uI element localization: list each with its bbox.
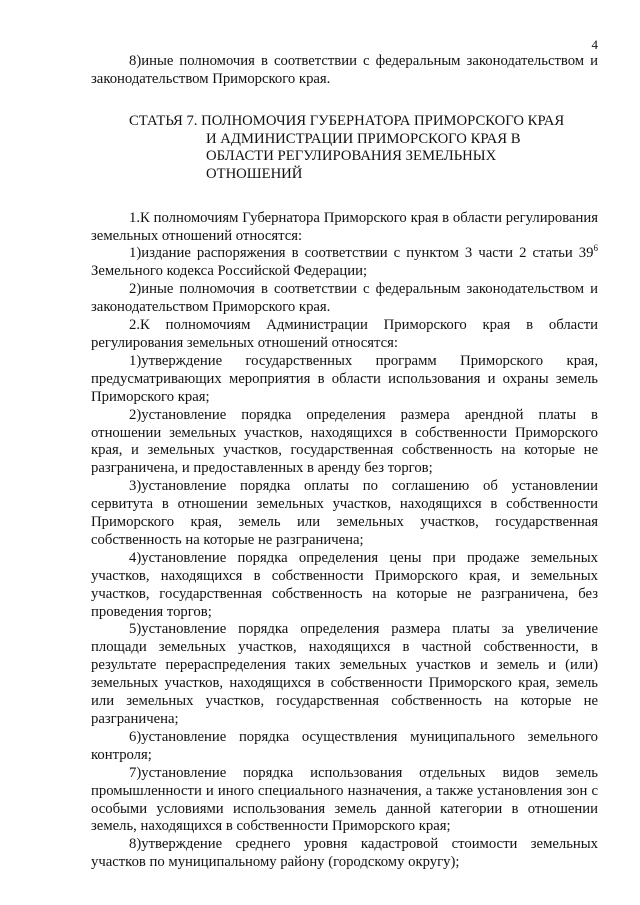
section-2-item-3: 3)установление порядка оплаты по соглашению об установлении сервитута в отношении земельных участков, находящихся в собственности Приморского края, земель или земельных участков, государственная собственность на которые не разграничена; xyxy=(91,478,598,548)
section-2-heading: 2.К полномочиям Администрации Приморского края в области регулирования земельных отношений относятся: xyxy=(91,317,598,351)
section-1-item-1 xyxy=(91,245,598,281)
section-2-item-1: 1)утверждение государственных программ Приморского края, предусматривающих мероприятия в области использования и охраны земель Приморского края; xyxy=(91,352,598,405)
section-2-item-7: 7)установление порядка использования отдельных видов земель промышленности и иного специального назначения, а также установления зон с особыми условиями использования земель данной категории в отношении земель, находящихся в собственности Приморского края; xyxy=(91,764,598,835)
section-2-item-4: 4)установление порядка определения цены при продаже земельных участков, находящихся в собственности Приморского края, и земельных участков, государственная собственность на которые не разграничена, без проведения торгов; xyxy=(91,549,598,620)
section-2-item-5: 5)установление порядка определения размера платы за увеличение площади земельных участков, находящихся в частной собственности, в результате перераспределения таких земельных участков и земель и (или) земельных участков, находящихся в собственности Приморского края, земель или земельных участков, государственная собственность на которые не разграничена; xyxy=(91,621,598,727)
section-1-item-1-superscript: 6 xyxy=(593,243,598,254)
section-2-item-2: 2)установление порядка определения размера арендной платы в отношении земельных участков, находящихся в собственности Приморского края, и земельных участков, государственная собственность на которые не разграничена, и предоставленных в аренду без торгов; xyxy=(91,406,598,477)
intro-item-8: 8)иные полномочия в соответствии с федеральным законодательством и законодательством Приморского края. xyxy=(91,53,598,87)
section-2-item-6: 6)установление порядка осуществления муниципального земельного контроля; xyxy=(91,728,598,763)
section-2-item-8: 8)утверждение среднего уровня кадастровой стоимости земельных участков по муниципальному району (городскому округу); xyxy=(91,836,598,871)
section-1-item-1-tail: Земельного кодекса Российской Федерации; xyxy=(91,263,368,280)
section-1-item-2: 2)иные полномочия в соответствии с федеральным законодательством и законодательством Приморского края. xyxy=(91,281,598,316)
article-title-line-1: СТАТЬЯ 7. ПОЛНОМОЧИЯ ГУБЕРНАТОРА ПРИМОРСКОГО КРАЯ xyxy=(129,112,565,129)
article-title-rest: И АДМИНИСТРАЦИИ ПРИМОРСКОГО КРАЯ В ОБЛАСТИ РЕГУЛИРОВАНИЯ ЗЕМЕЛЬНЫХ ОТНОШЕНИЙ xyxy=(206,130,521,182)
article-title xyxy=(129,113,598,184)
section-1-heading: 1.К полномочиям Губернатора Приморского края в области регулирования земельных отношений относятся: xyxy=(91,209,598,244)
section-1-item-1-text: 1)издание распоряжения в соответствии с пунктом 3 части 2 статьи 39 xyxy=(129,245,594,262)
page-number: 4 xyxy=(591,37,598,52)
document-body xyxy=(91,53,598,872)
